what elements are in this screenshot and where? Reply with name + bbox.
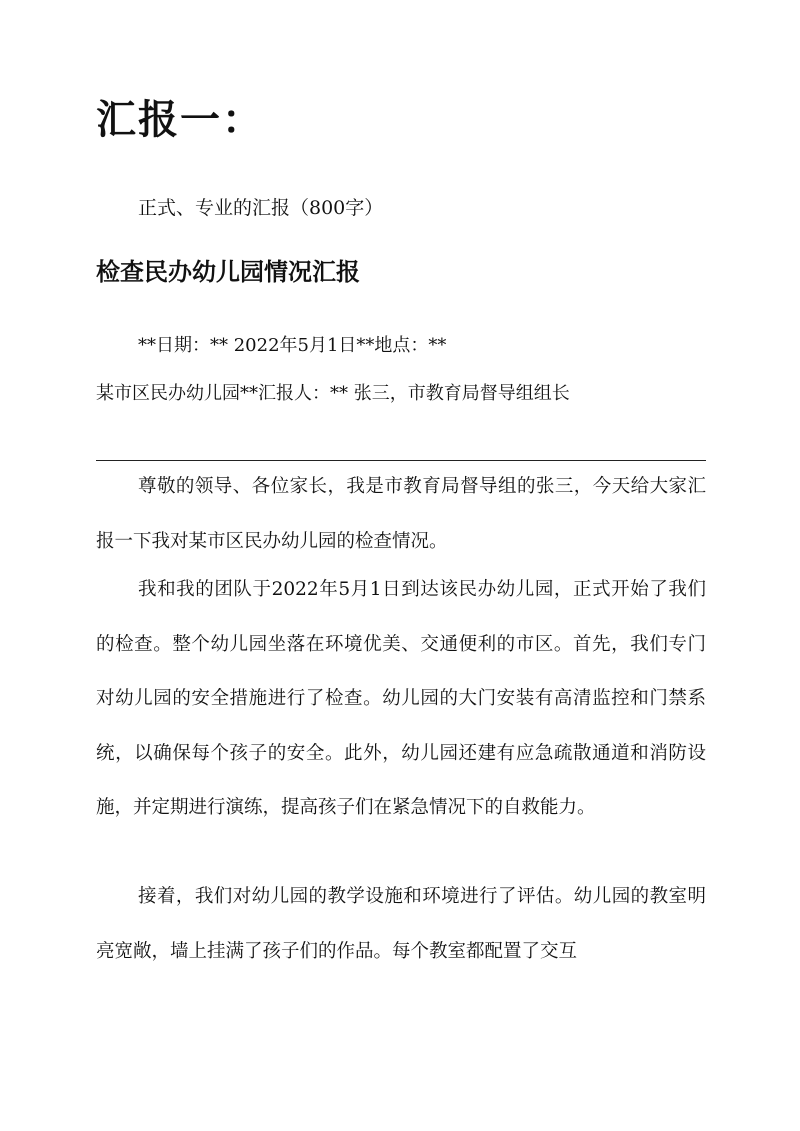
report-meta-date-location: **日期：** 2022年5月1日**地点：** <box>138 335 447 356</box>
document-heading: 汇报一： <box>96 96 264 143</box>
body-paragraph-2: 我和我的团队于2022年5月1日到达该民办幼儿园，正式开始了我们的检查。整个幼儿园坐落在环境优美、交通便利的市区。首先，我们专门对幼儿园的安全措施进行了检查。幼儿园的大门安装有高清监控和门禁系统，以确保每个孩子的安全。此外，幼儿园还建有应急疏散通道和消防设施，并定期进行演练，提高孩子们在紧急情况下的自救能力。 <box>96 579 706 818</box>
report-title: 检查民办幼儿园情况汇报 <box>96 257 360 286</box>
body-paragraph-1: 尊敬的领导、各位家长，我是市教育局督导组的张三，今天给大家汇报一下我对某市区民办幼儿园的检查情况。 <box>96 476 706 552</box>
report-meta-reporter: 某市区民办幼儿园**汇报人：** 张三，市教育局督导组组长 <box>96 383 570 404</box>
document-subtitle: 正式、专业的汇报（800字） <box>138 197 384 219</box>
body-paragraph-3: 接着，我们对幼儿园的教学设施和环境进行了评估。幼儿园的教室明亮宽敞，墙上挂满了孩子们的作品。每个教室都配置了交互 <box>96 886 706 962</box>
